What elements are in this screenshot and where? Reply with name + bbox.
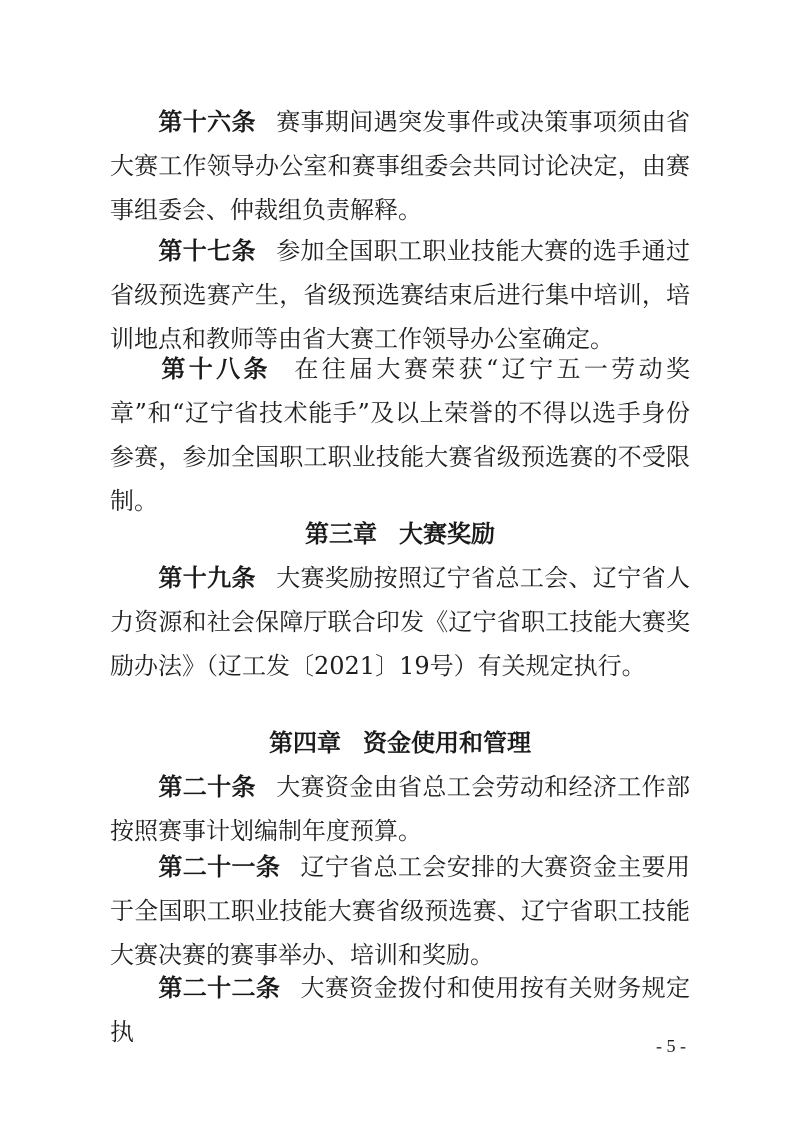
chapter-4-number: 第四章 xyxy=(269,729,341,757)
article-21-heading: 第二十一条 xyxy=(158,853,281,881)
article-22-heading: 第二十二条 xyxy=(158,974,281,1002)
article-19-heading: 第十九条 xyxy=(158,564,256,592)
article-18-heading: 第十八条 xyxy=(158,355,271,383)
article-16-heading: 第十六条 xyxy=(158,108,256,136)
article-22-body: 大赛资金拨付和使用按有关财务规定执 xyxy=(110,974,691,1046)
article-16 xyxy=(110,100,690,232)
article-21-body: 辽宁省总工会安排的大赛资金主要用于全国职工职业技能大赛省级预选赛、辽宁省职工技能大赛决赛的赛事举办、培训和奖励。 xyxy=(110,853,691,969)
article-20 xyxy=(110,765,690,853)
article-22 xyxy=(110,966,690,1054)
chapter-4-title: 资金使用和管理 xyxy=(363,729,531,757)
article-19-body: 大赛奖励按照辽宁省总工会、辽宁省人力资源和社会保障厅联合印发《辽宁省职工技能大赛奖励办法》（辽工发〔2021〕19号）有关规定执行。 xyxy=(110,564,691,680)
article-20-body: 大赛资金由省总工会劳动和经济工作部按照赛事计划编制年度预算。 xyxy=(110,773,691,845)
chapter-3-heading xyxy=(110,512,690,556)
article-17 xyxy=(110,229,690,361)
article-18 xyxy=(110,347,690,523)
article-20-heading: 第二十条 xyxy=(158,773,256,801)
chapter-4-heading xyxy=(110,721,690,765)
article-17-body: 参加全国职工职业技能大赛的选手通过省级预选赛产生，省级预选赛结束后进行集中培训，培训地点和教师等由省大赛工作领导办公室确定。 xyxy=(110,237,691,353)
chapter-3-title: 大赛奖励 xyxy=(399,520,495,548)
article-21 xyxy=(110,845,690,977)
article-18-body: 在往届大赛荣获“辽宁五一劳动奖章”和“辽宁省技术能手”及以上荣誉的不得以选手身份参赛，参加全国职工职业技能大赛省级预选赛的不受限制。 xyxy=(110,355,690,515)
chapter-3-number: 第三章 xyxy=(305,520,377,548)
page-number: - 5 - xyxy=(656,1036,686,1056)
article-17-heading: 第十七条 xyxy=(158,237,256,265)
article-16-body: 赛事期间遇突发事件或决策事项须由省大赛工作领导办公室和赛事组委会共同讨论决定，由赛事组委会、仲裁组负责解释。 xyxy=(110,108,691,224)
article-19 xyxy=(110,556,690,688)
